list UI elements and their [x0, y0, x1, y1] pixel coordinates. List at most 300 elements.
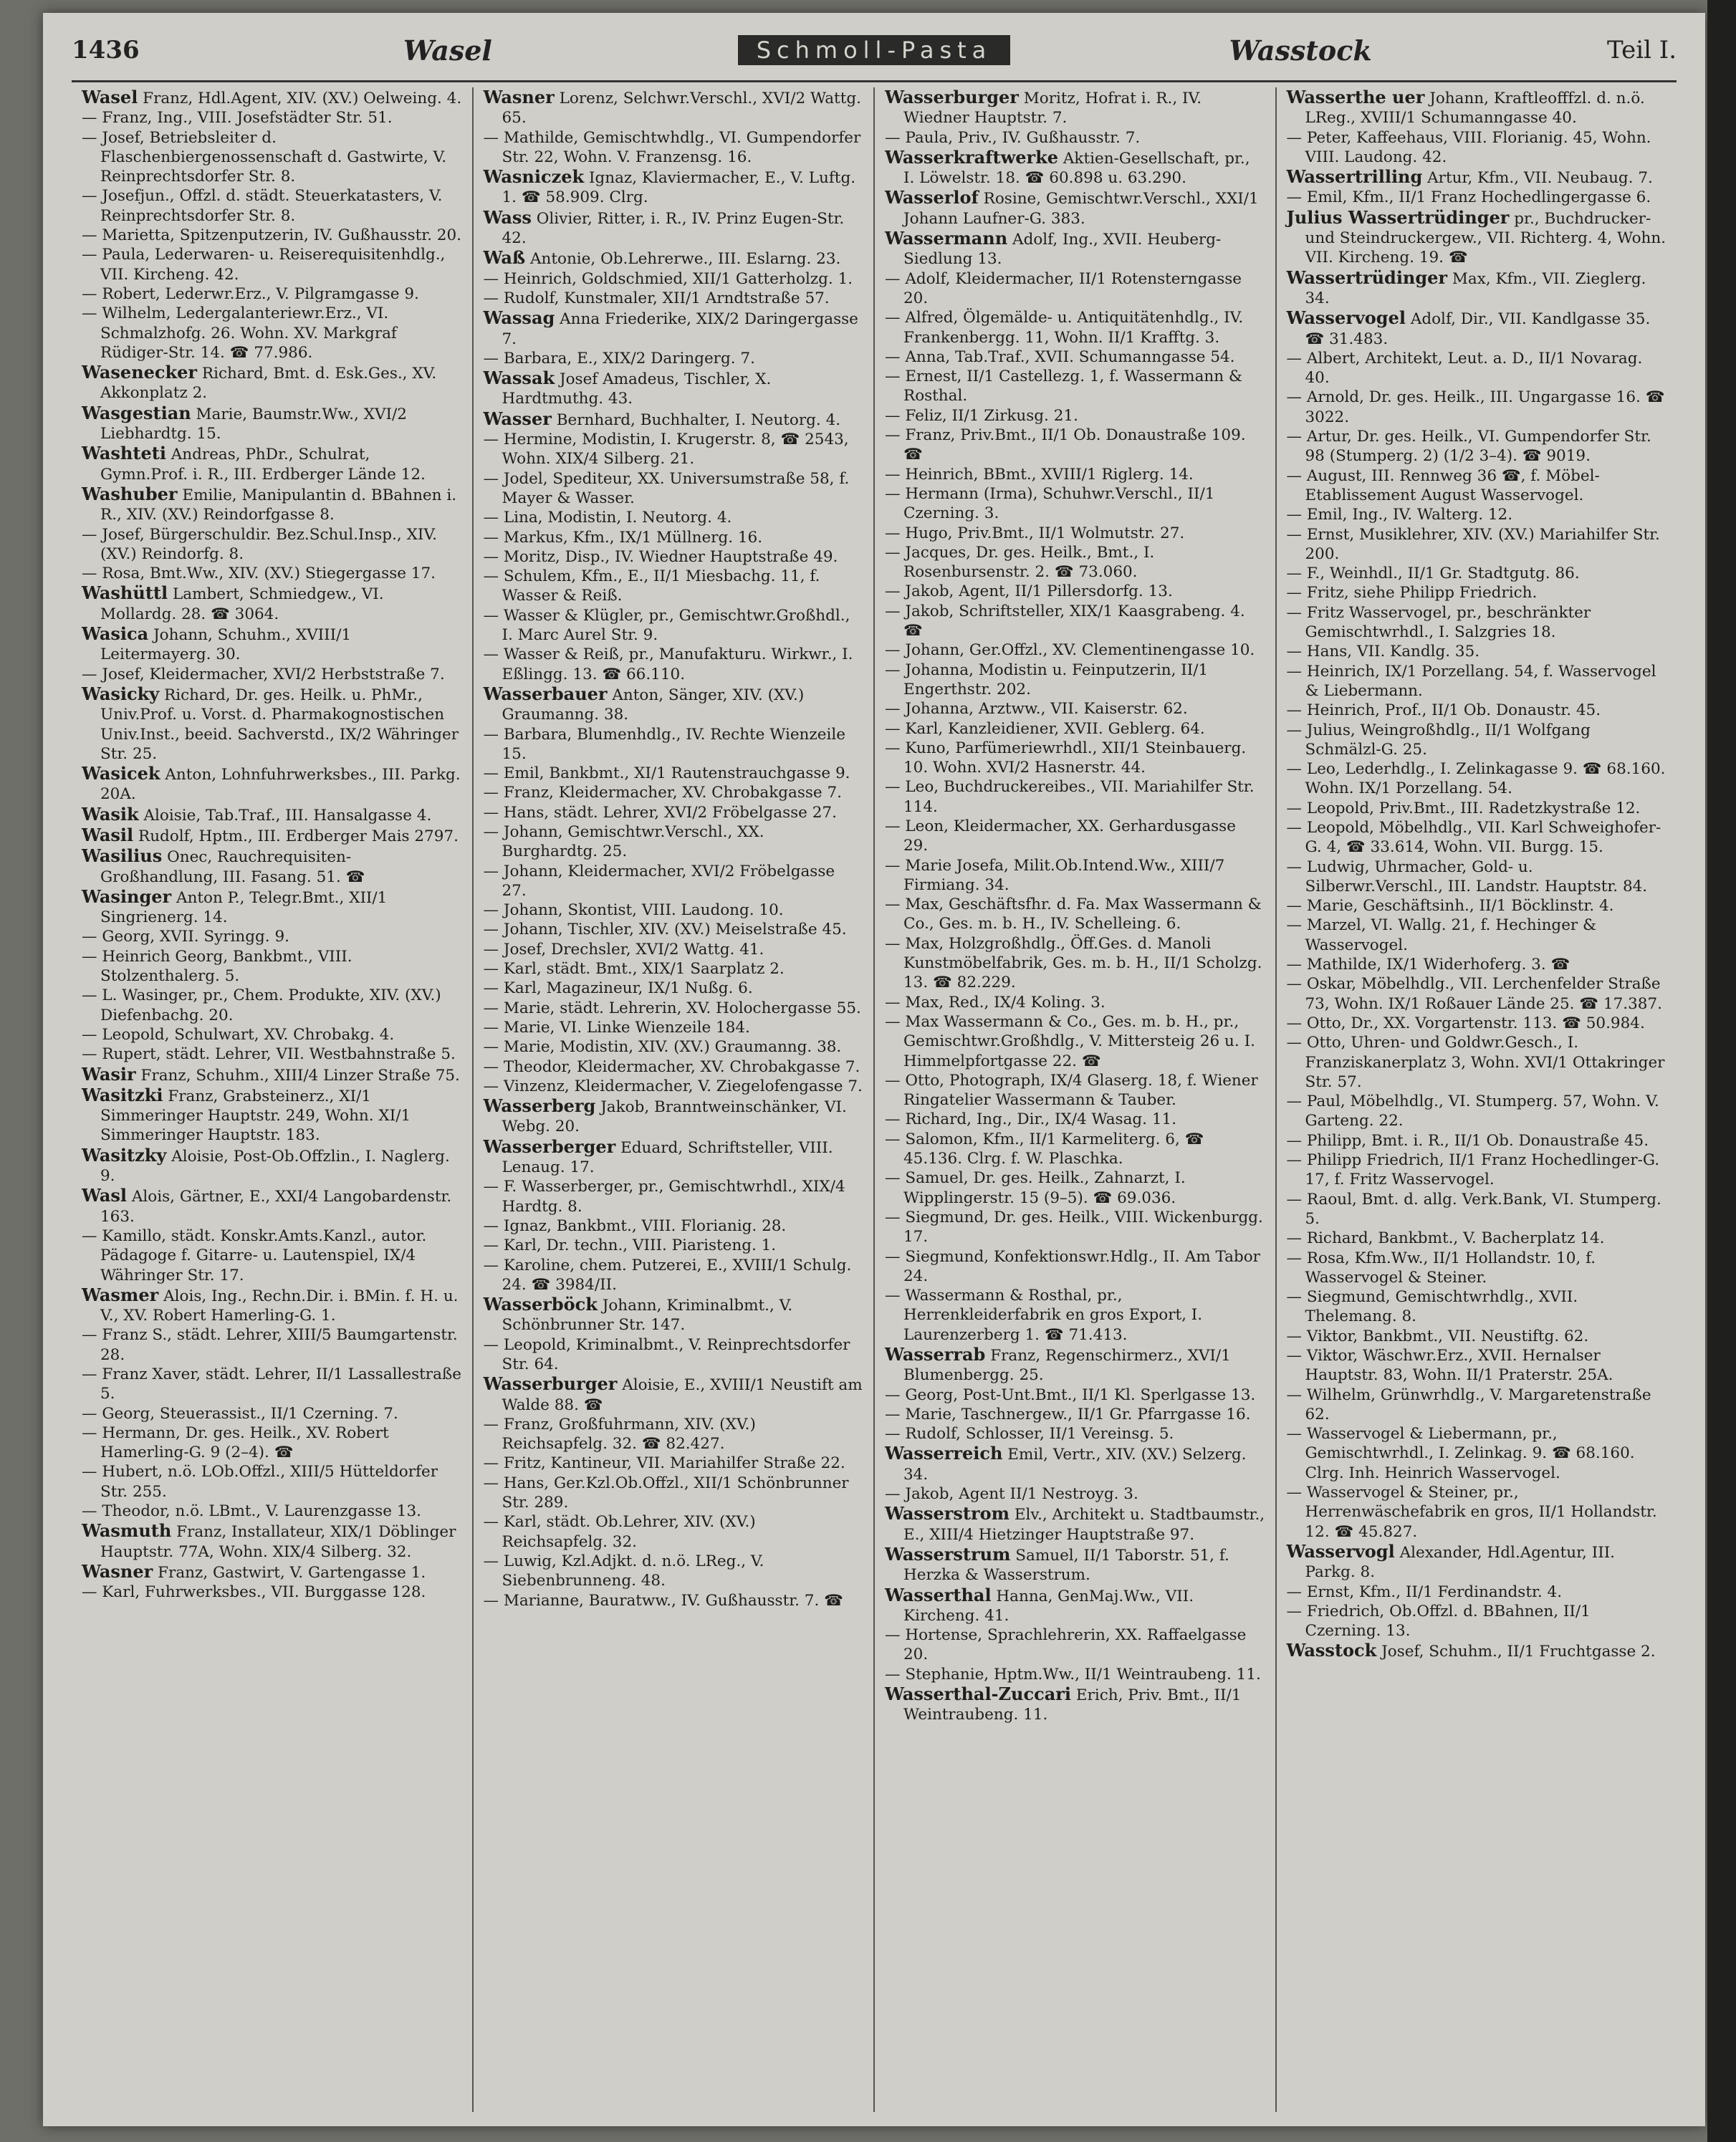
entry-text: — Jacques, Dr. ges. Heilk., Bmt., I. Rosenbursenstr. 2. ☎ 73.060. [885, 543, 1155, 582]
entry-text: — Otto, Uhren- und Goldwr.Gesch., I. Franziskanerplatz 3, Wohn. XVI/1 Ottakringer Str. 57. [1286, 1034, 1665, 1091]
entry-text: — Karl, städt. Ob.Lehrer, XIV. (XV.) Reichsapfelg. 32. [483, 1513, 756, 1551]
header-rule [72, 80, 1677, 82]
entry-surname: Wasmuth [82, 1520, 172, 1542]
directory-entry [483, 999, 864, 1018]
entry-text: Johann, Kriminalbmt., V. Schönbrunner Str. 147. [502, 1297, 793, 1335]
directory-entry [483, 1256, 864, 1295]
directory-entry [82, 87, 462, 108]
directory-entry [82, 1502, 462, 1521]
entry-surname: Wasil [82, 824, 134, 845]
entry-surname: Wasner [82, 1560, 153, 1582]
entry-surname: Wassag [483, 307, 555, 329]
directory-entry [483, 1454, 864, 1473]
directory-entry [82, 1404, 462, 1423]
directory-entry [1286, 955, 1667, 974]
entry-text: — Wilhelm, Grünwrhdlg., V. Margaretenstraße 62. [1286, 1385, 1651, 1423]
entry-text: — Viktor, Wäschwr.Erz., XVII. Hernalser Hauptstr. 83, Wohn. II/1 Praterstr. 25A. [1286, 1347, 1613, 1385]
directory-entry [1286, 166, 1667, 188]
directory-entry [885, 484, 1265, 524]
entry-surname: Wasik [82, 803, 139, 825]
directory-entry [1286, 188, 1667, 207]
entry-text: — Johanna, Modistin u. Feinputzerin, II/1 Engerthstr. 202. [885, 661, 1209, 698]
entry-text: — Leo, Buchdruckereibes., VII. Mariahilfer Str. 114. [885, 778, 1255, 816]
entry-surname: Wasserkraftwerke [885, 146, 1059, 168]
directory-entry [885, 1208, 1265, 1247]
entry-surname: Wasserthal [885, 1584, 992, 1605]
directory-entry [82, 362, 462, 403]
directory-entry [885, 87, 1265, 128]
entry-text: Moritz, Hofrat i. R., IV. Wiedner Hauptstr. 7. [903, 90, 1202, 128]
directory-entry [885, 1168, 1265, 1208]
entry-text: — Heinrich, Prof., II/1 Ob. Donaustr. 45. [1286, 701, 1601, 720]
directory-entry [885, 895, 1265, 934]
directory-entry [483, 528, 864, 547]
column-3 [875, 87, 1277, 2112]
entry-text: Jakob, Branntweinschänker, VI. Webg. 20. [502, 1098, 847, 1136]
directory-entry [483, 783, 864, 802]
entry-text: — Wasservogel & Liebermann, pr., Gemischtwrhdl., I. Zelinkag. 9. ☎ 68.160. Clrg. Inh. Heinrich Wasservogel. [1286, 1425, 1635, 1482]
directory-entry [483, 1135, 864, 1178]
entry-text: — Johann, Tischler, XIV. (XV.) Meiselstraße 45. [483, 921, 847, 939]
directory-entry [82, 1520, 462, 1562]
entry-surname: Wasserbauer [483, 683, 608, 704]
entry-text: — Ignaz, Bankbmt., VIII. Florianig. 28. [483, 1216, 787, 1235]
entry-text: — Peter, Kaffeehaus, VIII. Florianig. 45, Wohn. VIII. Laudong. 42. [1286, 128, 1651, 166]
entry-text: — Schulem, Kfm., E., II/1 Miesbachg. 11, f. Wasser & Reiß. [483, 567, 820, 605]
directory-entry [885, 1443, 1265, 1484]
entry-text: — F. Wasserberger, pr., Gemischtwrhdl., XIX/4 Hardtg. 8. [483, 1178, 845, 1216]
entry-text: pr., Buchdrucker- und Steindruckergew., VII. Richterg. 4, Wohn. VII. Kircheng. 19. ☎ [1305, 209, 1667, 267]
entry-text: — Georg, Post-Unt.Bmt., II/1 Kl. Sperlgasse 13. [885, 1385, 1256, 1404]
entry-text: — Feliz, II/1 Zirkusg. 21. [885, 406, 1078, 425]
entry-text: — Rudolf, Kunstmaler, XII/1 Arndtstraße 57. [483, 289, 830, 307]
entry-surname: Wasservogl [1286, 1540, 1395, 1562]
directory-entry [483, 803, 864, 822]
entry-text: — Barbara, Blumenhdlg., IV. Rechte Wienzeile 15. [483, 725, 845, 763]
entry-surname: Wasser [483, 408, 552, 429]
entry-text: Max, Kfm., VII. Zieglerg. 34. [1305, 269, 1646, 307]
directory-entry [82, 947, 462, 986]
entry-text: — Karoline, chem. Putzerei, E., XVIII/1 Schulg. 24. ☎ 3984/II. [483, 1256, 852, 1294]
entry-text: Lorenz, Selchwr.Verschl., XVI/2 Wattg. 65. [502, 90, 861, 128]
entry-text: — Julius, Weingroßhdlg., II/1 Wolfgang Schmälzl-G. 25. [1286, 721, 1591, 759]
directory-entry [82, 128, 462, 187]
entry-text: Josef, Schuhm., II/1 Fruchtgasse 2. [1381, 1643, 1656, 1661]
directory-entry [1286, 721, 1667, 760]
entry-text: — Markus, Kfm., IX/1 Müllnerg. 16. [483, 528, 763, 547]
entry-text: — Siegmund, Konfektionswr.Hdlg., II. Am Tabor 24. [885, 1247, 1260, 1285]
directory-entry [885, 1071, 1265, 1110]
directory-entry [885, 128, 1265, 148]
directory-entry [483, 289, 864, 308]
directory-entry [1286, 1249, 1667, 1288]
directory-entry [1286, 701, 1667, 720]
entry-text: — Friedrich, Ob.Offzl. d. BBahnen, II/1 Czerning. 13. [1286, 1602, 1591, 1641]
directory-entry [885, 1247, 1265, 1287]
entry-text: — Stephanie, Hptm.Ww., II/1 Weintraubeng. 11. [885, 1665, 1261, 1684]
directory-entry [483, 1057, 864, 1077]
scan-edge [1707, 0, 1736, 2142]
directory-entry [1286, 427, 1667, 466]
entry-surname: Wassertrüdinger [1286, 266, 1448, 288]
directory-entry [1286, 388, 1667, 427]
entry-text: — Rupert, städt. Lehrer, VII. Westbahnstraße 5. [82, 1045, 456, 1064]
directory-entry [82, 1284, 462, 1326]
directory-entry [483, 645, 864, 684]
entry-surname: Wasner [483, 87, 555, 107]
directory-entry [885, 1543, 1265, 1585]
entry-text: Alois, Ing., Rechn.Dir. i. BMin. f. H. u. V., XV. Robert Hamerling-G. 1. [100, 1287, 459, 1325]
entry-surname: Wasicky [82, 683, 160, 704]
entry-text: Franz, Regenschirmerz., XVI/1 Blumenbergg. 25. [903, 1347, 1231, 1385]
directory-entry [82, 1144, 462, 1186]
directory-entry [1286, 87, 1667, 128]
directory-entry [1286, 1602, 1667, 1641]
entry-text: Emilie, Manipulantin d. BBahnen i. R., XIV. (XV.) Reindorfgasse 8. [100, 486, 457, 524]
entry-surname: Wasica [82, 623, 149, 645]
directory-entry [885, 1385, 1265, 1405]
directory-entry [885, 777, 1265, 817]
entry-surname: Washuber [82, 483, 178, 504]
entry-text: — Hans, städt. Lehrer, XVI/2 Fröbelgasse 27. [483, 803, 837, 822]
header-right-word: Wasstock [1229, 34, 1372, 67]
directory-entry [82, 1084, 462, 1146]
directory-entry [885, 993, 1265, 1012]
directory-entry [82, 927, 462, 946]
directory-entry [82, 1365, 462, 1404]
directory-entry [885, 524, 1265, 543]
entry-surname: Wass [483, 206, 532, 228]
entry-surname: Wasserburger [483, 1373, 618, 1395]
directory-entry [483, 430, 864, 469]
entry-surname: Wasserthe uer [1286, 87, 1425, 107]
entry-text: — Josefjun., Offzl. d. städt. Steuerkatasters, V. Reinprechtsdorfer Str. 8. [82, 187, 443, 225]
entry-text: Franz, Installateur, XIX/1 Döblinger Hauptstr. 77A, Wohn. XIX/4 Silberg. 32. [100, 1523, 456, 1561]
entry-text: — Ludwig, Uhrmacher, Gold- u. Silberwr.Verschl., III. Landstr. Hauptstr. 84. [1286, 858, 1648, 895]
directory-entry [885, 406, 1265, 426]
entry-text: Anton P., Telegr.Bmt., XII/1 Singrienerg. 14. [100, 888, 388, 927]
entry-text: Aloisie, E., XVIII/1 Neustift am Walde 88. ☎ [502, 1376, 863, 1414]
entry-text: — Leopold, Schulwart, XV. Chrobakg. 4. [82, 1025, 395, 1044]
directory-entry [82, 564, 462, 583]
directory-entry [885, 146, 1265, 188]
directory-entry [82, 1044, 462, 1064]
directory-entry [1286, 1483, 1667, 1542]
entry-text: Anton, Lohnfuhrwerksbes., III. Parkg. 20A. [100, 766, 461, 804]
entry-text: — Ernst, Kfm., II/1 Ferdinandstr. 4. [1286, 1583, 1563, 1601]
entry-surname: Wasserböck [483, 1294, 598, 1315]
directory-entry [1286, 916, 1667, 955]
entry-text: — Hermann, Dr. ges. Heilk., XV. Robert Hamerling-G. 9 (2–4). ☎ [82, 1423, 389, 1462]
directory-entry [483, 408, 864, 430]
directory-entry [82, 108, 462, 128]
directory-entry [1286, 1583, 1667, 1602]
entry-surname: Wasir [82, 1063, 136, 1085]
entry-surname: Wasserberg [483, 1095, 596, 1117]
entry-text: Onec, Rauchrequisiten-Großhandlung, III. Fasang. 51. ☎ [100, 848, 365, 886]
directory-entry [82, 1185, 462, 1226]
directory-entry [483, 683, 864, 725]
publisher-mark: Schmoll-Pasta [738, 35, 1011, 65]
entry-text: — Jakob, Agent, II/1 Pillersdorfg. 13. [885, 582, 1173, 601]
entry-text: — Salomon, Kfm., II/1 Karmeliterg. 6, ☎ 45.136. Clrg. f. W. Plaschka. [885, 1130, 1204, 1168]
directory-entry [82, 885, 462, 928]
entry-text: — Franz, Priv.Bmt., II/1 Ob. Donaustraße 109. ☎ [885, 426, 1246, 464]
entry-text: Emil, Vertr., XIV. (XV.) Selzerg. 34. [903, 1446, 1247, 1484]
entry-text: — Johann, Ger.Offzl., XV. Clementinengasse 10. [885, 641, 1255, 660]
entry-text: — Marianne, Bauratww., IV. Gußhausstr. 7. ☎ [483, 1591, 843, 1610]
directory-entry [483, 1373, 864, 1415]
entry-text: — Artur, Dr. ges. Heilk., VI. Gumpendorfer Str. 98 (Stumperg. 2) (1/2 3–4). ☎ 9019. [1286, 428, 1651, 466]
directory-entry [885, 1625, 1265, 1665]
entry-surname: Wasgestian [82, 402, 191, 423]
entry-surname: Wasmer [82, 1284, 159, 1305]
directory-entry [1286, 1385, 1667, 1425]
entry-surname: Wasserstrom [885, 1503, 1010, 1524]
entry-text: Johann, Schuhm., XVIII/1 Leitermayerg. 30. [100, 626, 352, 664]
entry-text: Richard, Bmt. d. Esk.Ges., XV. Akkonplatz 2. [100, 365, 437, 403]
directory-entry [483, 764, 864, 783]
entry-text: — Jodel, Spediteur, XX. Universumstraße 58, f. Mayer & Wasser. [483, 469, 850, 507]
directory-entry [1286, 858, 1667, 897]
entry-text: Andreas, PhDr., Schulrat, Gymn.Prof. i. R., III. Erdberger Lände 12. [100, 446, 426, 484]
entry-text: Richard, Dr. ges. Heilk. u. PhMr., Univ.Prof. u. Vorst. d. Pharmakognostischen Univ.Inst., beeid. Sachverstd., IX/2 Währinger Str. 25. [100, 686, 459, 763]
entry-text: Anton, Sänger, XIV. (XV.) Graumanng. 38. [502, 686, 805, 724]
entry-surname: Washüttl [82, 582, 168, 604]
directory-entry [483, 1077, 864, 1096]
entry-text: — Wasser & Klügler, pr., Gemischtwr.Großhdl., I. Marc Aurel Str. 9. [483, 606, 850, 645]
directory-entry [885, 661, 1265, 700]
entry-surname: Wasniczek [483, 166, 585, 188]
directory-entry [885, 1110, 1265, 1129]
entry-text: Alois, Gärtner, E., XXI/4 Langobardenstr. 163. [100, 1188, 452, 1226]
entry-surname: Wasserstrum [885, 1543, 1011, 1565]
directory-entry [885, 367, 1265, 406]
directory-page [43, 13, 1705, 2126]
entry-text: — Lina, Modistin, I. Neutorg. 4. [483, 509, 732, 527]
entry-text: — Mathilde, Gemischtwhdlg., VI. Gumpendorfer Str. 22, Wohn. V. Franzensg. 16. [483, 128, 861, 166]
entry-text: — Wassermann & Rosthal, pr., Herrenkleiderfabrik en gros Export, I. Laurenzerberg 1. ☎ 71.413. [885, 1287, 1203, 1344]
directory-entry [885, 543, 1265, 582]
directory-entry [82, 1325, 462, 1365]
entry-text: — Hermine, Modistin, I. Krugerstr. 8, ☎ 2543, Wohn. XIX/4 Silberg. 21. [483, 431, 849, 469]
directory-entry [1286, 818, 1667, 858]
directory-entry [885, 1684, 1265, 1725]
directory-entry [885, 228, 1265, 269]
directory-entry [1286, 1346, 1667, 1385]
directory-entry [483, 349, 864, 368]
entry-surname: Wasserburger [885, 87, 1019, 107]
directory-entry [483, 166, 864, 208]
directory-entry [82, 1063, 462, 1085]
entry-text: — Philipp Friedrich, II/1 Franz Hochedlinger-G. 17, f. Fritz Wasservogel. [1286, 1151, 1660, 1189]
entry-text: Hanna, GenMaj.Ww., VII. Kircheng. 41. [903, 1587, 1194, 1625]
directory-entry [483, 1474, 864, 1513]
entry-text: Rudolf, Hptm., III. Erdberger Mais 2797. [138, 827, 459, 845]
entry-surname: Wasenecker [82, 362, 198, 383]
entry-text: — Hans, Ger.Kzl.Ob.Offzl., XII/1 Schönbrunner Str. 289. [483, 1474, 849, 1512]
entry-text: — Max, Red., IX/4 Koling. 3. [885, 993, 1106, 1012]
entry-text: Aktien-Gesellschaft, pr., I. Löwelstr. 18. ☎ 60.898 u. 63.290. [903, 149, 1250, 188]
entry-surname: Waß [483, 247, 526, 269]
directory-entry [82, 304, 462, 362]
entry-surname: Wasl [82, 1185, 128, 1206]
entry-text: — Franz S., städt. Lehrer, XIII/5 Baumgartenstr. 28. [82, 1326, 458, 1364]
directory-entry [1286, 583, 1667, 602]
entry-text: — Josef, Drechsler, XVI/2 Wattg. 41. [483, 940, 764, 959]
entry-text: — August, III. Rennweg 36 ☎, f. Möbel-Etablissement August Wasservogel. [1286, 466, 1600, 504]
entry-text: — Otto, Photograph, IX/4 Glaserg. 18, f. Wiener Ringatelier Wassermann & Tauber. [885, 1071, 1258, 1110]
directory-entry [82, 483, 462, 525]
entry-text: Johann, Kraftleofffzl. d. n.ö. LReg., XVIII/1 Schumanngasse 40. [1305, 90, 1645, 128]
entry-text: — Leopold, Priv.Bmt., III. Radetzkystraße 12. [1286, 799, 1641, 817]
entry-text: — Marietta, Spitzenputzerin, IV. Gußhausstr. 20. [82, 226, 461, 245]
directory-entry [1286, 974, 1667, 1014]
directory-entry [885, 1584, 1265, 1626]
entry-text: — Viktor, Bankbmt., VII. Neustiftg. 62. [1286, 1327, 1589, 1345]
entry-text: — Kuno, Parfümeriewrhdl., XII/1 Steinbauerg. 10. Wohn. XVI/2 Hasnerstr. 44. [885, 739, 1247, 777]
directory-entry [1286, 603, 1667, 643]
entry-text: Adolf, Ing., XVII. Heuberg-Siedlung 13. [903, 231, 1222, 269]
entry-text: — Marie, Geschäftsinh., II/1 Böcklinstr. 4. [1286, 897, 1614, 916]
directory-entry [483, 269, 864, 289]
entry-text: — Heinrich Georg, Bankbmt., VIII. Stolzenthalerg. 5. [82, 947, 353, 986]
entry-text: — Otto, Dr., XX. Vorgartenstr. 113. ☎ 50.984. [1286, 1014, 1645, 1032]
part-label: Teil I. [1607, 36, 1677, 64]
entry-text: Artur, Kfm., VII. Neubaug. 7. [1427, 169, 1653, 188]
entry-text: — Max, Holzgroßhdlg., Öff.Ges. d. Manoli Kunstmöbelfabrik, Ges. m. b. H., II/1 Scholzg. 13. ☎ 82.229. [885, 934, 1262, 992]
directory-entry [82, 443, 462, 484]
entry-text: — Georg, XVII. Syringg. 9. [82, 928, 289, 946]
directory-entry [82, 763, 462, 805]
directory-entry [1286, 525, 1667, 565]
entry-text: — Leon, Kleidermacher, XX. Gerhardusgasse 29. [885, 817, 1236, 855]
directory-entry [1286, 1540, 1667, 1583]
entry-surname: Wasilius [82, 845, 163, 867]
entry-text: — Richard, Ing., Dir., IX/4 Wasag. 11. [885, 1110, 1177, 1129]
directory-entry [885, 1405, 1265, 1424]
directory-entry [82, 582, 462, 624]
directory-entry [1286, 505, 1667, 524]
entry-text: — Karl, Dr. techn., VIII. Piaristeng. 1. [483, 1236, 777, 1255]
directory-entry [1286, 759, 1667, 799]
directory-entry [1286, 1640, 1667, 1661]
entry-surname: Wassak [483, 368, 555, 389]
directory-entry [82, 623, 462, 665]
directory-entry [1286, 662, 1667, 701]
entry-text: Aloisie, Tab.Traf., III. Hansalgasse 4. [143, 806, 432, 825]
entry-surname: Wasicek [82, 763, 160, 784]
directory-entry [82, 845, 462, 887]
directory-entry [483, 547, 864, 567]
entry-text: — Heinrich, Goldschmied, XII/1 Gatterholzg. 1. [483, 269, 853, 288]
entry-text: — Heinrich, IX/1 Porzellang. 54, f. Wasservogel & Liebermann. [1286, 662, 1656, 700]
entry-text: — Emil, Kfm., II/1 Franz Hochedlingergasse 6. [1286, 188, 1651, 207]
entry-text: — Hugo, Priv.Bmt., II/1 Wolmutstr. 27. [885, 524, 1185, 542]
entry-text: Ignaz, Klaviermacher, E., V. Luftg. 1. ☎ 58.909. Clrg. [502, 169, 856, 207]
directory-entry [483, 959, 864, 979]
directory-entry [82, 284, 462, 304]
directory-entry [885, 934, 1265, 993]
entry-text: — Rosa, Kfm.Ww., II/1 Hollandstr. 10, f. Wasservogel & Steiner. [1286, 1249, 1596, 1287]
directory-entry [885, 308, 1265, 347]
directory-entry [483, 1591, 864, 1610]
directory-entry [1286, 307, 1667, 349]
entry-text: Josef Amadeus, Tischler, X. Hardtmuthg. 43. [502, 370, 772, 408]
directory-entry [483, 900, 864, 920]
entry-text: — Paul, Möbelhdlg., VI. Stumperg. 57, Wohn. V. Garteng. 22. [1286, 1092, 1659, 1130]
entry-text: — Leo, Lederhdlg., I. Zelinkagasse 9. ☎ 68.160. Wohn. IX/1 Porzellang. 54. [1286, 760, 1666, 798]
entry-text: — Wilhelm, Ledergalanteriewr.Erz., VI. Schmalzhofg. 26. Wohn. XV. Markgraf Rüdiger-Str. 14. ☎ 77.986. [82, 304, 397, 362]
directory-entry [885, 426, 1265, 465]
directory-entry [885, 602, 1265, 641]
entry-text: — Ernst, Musiklehrer, XIV. (XV.) Mariahilfer Str. 200. [1286, 525, 1660, 563]
entry-text: — Hans, VII. Kandlg. 35. [1286, 643, 1480, 661]
entry-text: — Franz Xaver, städt. Lehrer, II/1 Lassallestraße 5. [82, 1365, 461, 1403]
entry-text: — Franz, Ing., VIII. Josefstädter Str. 51. [82, 109, 393, 128]
entry-text: Bernhard, Buchhalter, I. Neutorg. 4. [556, 410, 841, 429]
directory-entry [82, 986, 462, 1025]
directory-entry [483, 247, 864, 269]
entry-text: — Karl, Magazineur, IX/1 Nußg. 6. [483, 979, 753, 998]
entry-text: — Leopold, Kriminalbmt., V. Reinprechtsdorfer Str. 64. [483, 1335, 850, 1373]
entry-text: — Luwig, Kzl.Adjkt. d. n.ö. LReg., V. Siebenbrunneng. 48. [483, 1552, 764, 1590]
entry-text: — Emil, Bankbmt., XI/1 Rautenstrauchgasse 9. [483, 764, 850, 783]
entry-text: — Karl, Kanzleidiener, XVII. Geblerg. 64. [885, 719, 1205, 738]
entry-text: — Siegmund, Gemischtwrhdlg., XVII. Thelemang. 8. [1286, 1288, 1578, 1326]
directory-entry [1286, 266, 1667, 309]
entry-text: — Hermann (Irma), Schuhwr.Verschl., II/1 Czerning. 3. [885, 484, 1215, 523]
entry-text: — Rosa, Bmt.Ww., XIV. (XV.) Stiegergasse 17. [82, 565, 436, 583]
entry-text: — Paula, Lederwaren- u. Reiserequisitenhdlg., VII. Kircheng. 42. [82, 246, 446, 284]
entry-surname: Wassermann [885, 228, 1008, 249]
directory-entry [82, 186, 462, 226]
directory-entry [885, 1130, 1265, 1169]
entry-surname: Wassertrilling [1286, 166, 1423, 188]
entry-text: Rosine, Gemischtwr.Verschl., XXI/1 Johann Laufner-G. 383. [903, 190, 1259, 228]
entry-surname: Wasserlof [885, 187, 979, 208]
directory-entry [1286, 466, 1667, 506]
directory-entry [82, 683, 462, 764]
entry-text: — Adolf, Kleidermacher, II/1 Rotensterngasse 20. [885, 269, 1242, 307]
entry-text: — Theodor, n.ö. LBmt., V. Laurenzgasse 13. [82, 1502, 421, 1521]
entry-text: Elv., Architekt u. Stadtbaumstr., E., XIII/4 Hietzinger Hauptstraße 97. [903, 1506, 1265, 1544]
entry-text: — Marie, städt. Lehrerin, XV. Holochergasse 55. [483, 999, 861, 1017]
directory-entry [483, 508, 864, 527]
directory-entry [82, 1462, 462, 1502]
entry-text: — Marzel, VI. Wallg. 21, f. Hechinger & Wasservogel. [1286, 916, 1597, 954]
entry-surname: Wasservogel [1286, 307, 1406, 329]
entry-text: — Hubert, n.ö. LOb.Offzl., XIII/5 Hütteldorfer Str. 255. [82, 1463, 438, 1501]
directory-entry [483, 1216, 864, 1236]
directory-entry [1286, 642, 1667, 661]
column-1 [72, 87, 474, 2112]
entry-text: — Anna, Tab.Traf., XVII. Schumanngasse 54. [885, 347, 1235, 366]
directory-entry [483, 307, 864, 349]
directory-entry [885, 465, 1265, 484]
entry-text: Aloisie, Post-Ob.Offzlin., I. Naglerg. 9. [100, 1147, 450, 1186]
entry-text: — Johann, Gemischtwr.Verschl., XX. Burghardtg. 25. [483, 822, 764, 861]
directory-entry [483, 862, 864, 901]
directory-columns [72, 87, 1677, 2112]
entry-text: — Alfred, Ölgemälde- u. Antiquitätenhdlg., IV. Frankenbergg. 11, Wohn. II/1 Krafftg. 3. [885, 309, 1244, 347]
directory-entry [483, 940, 864, 959]
entry-text: — Wasservogel & Steiner, pr., Herrenwäschefabrik en gros, II/1 Hollandstr. 12. ☎ 45.827. [1286, 1484, 1657, 1541]
entry-text: Franz, Gastwirt, V. Gartengasse 1. [158, 1563, 426, 1582]
directory-entry [82, 824, 462, 846]
entry-text: Franz, Schuhm., XIII/4 Linzer Straße 75. [140, 1066, 460, 1085]
page-number: 1436 [72, 36, 140, 64]
